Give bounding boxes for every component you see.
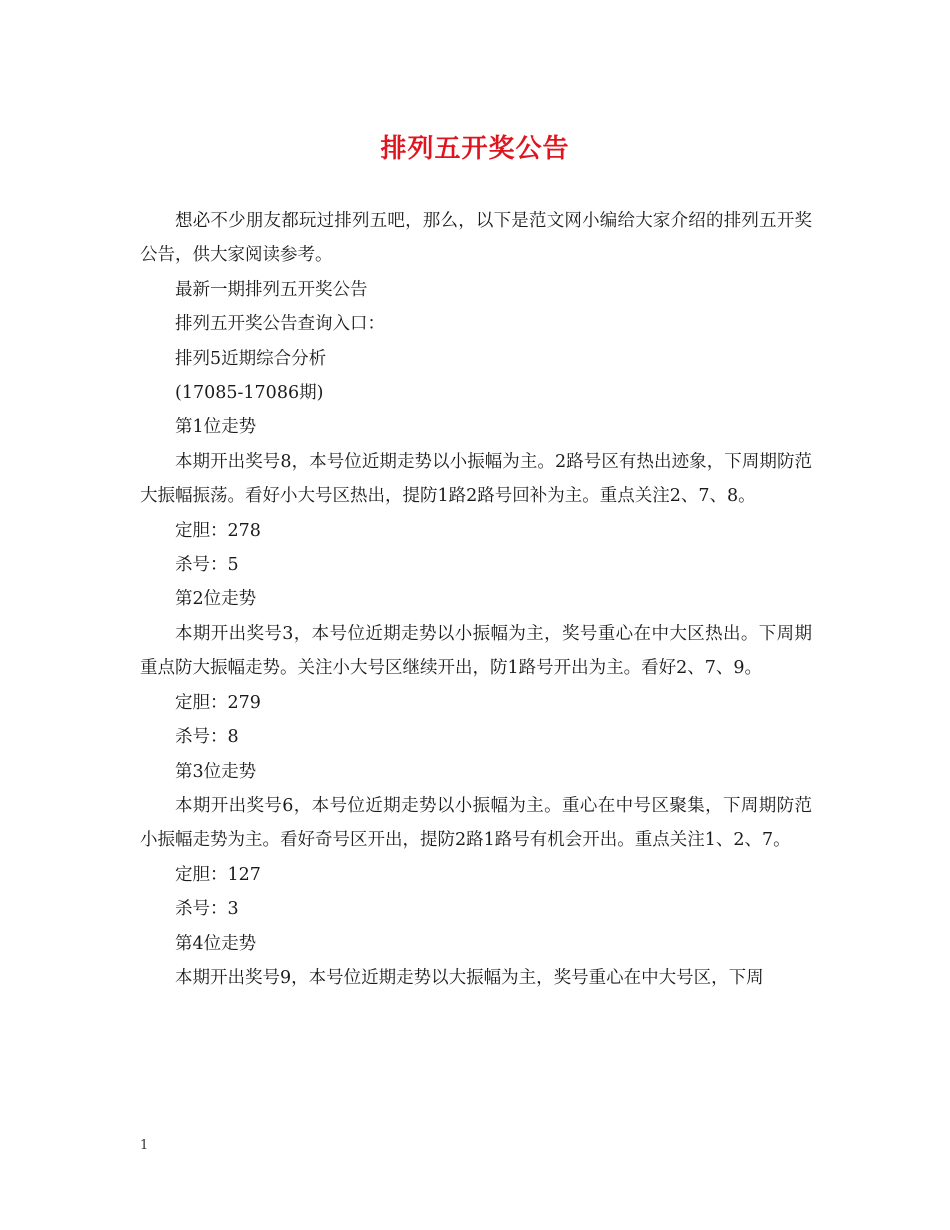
paragraph: 本期开出奖号6，本号位近期走势以小振幅为主。重心在中号区聚集，下周期防范小振幅走势为主。看好奇号区开出，提防2路1路号有机会开出。重点关注1、2、7。	[140, 795, 812, 851]
paragraph: (17085-17086期)	[175, 383, 324, 404]
paragraph: 定胆：279	[175, 692, 261, 713]
paragraph: 杀号：3	[175, 899, 239, 920]
paragraph: 第1位走势	[175, 417, 257, 438]
page-number: 1	[140, 1138, 149, 1153]
paragraph: 第4位走势	[175, 933, 257, 954]
paragraph: 定胆：127	[175, 864, 261, 885]
paragraph: 本期开出奖号3，本号位近期走势以小振幅为主，奖号重心在中大区热出。下周期重点防大振幅走势。关注小大号区继续开出，防1路号开出为主。看好2、7、9。	[140, 623, 812, 679]
paragraph: 定胆：278	[175, 520, 261, 541]
paragraph: 本期开出奖号9，本号位近期走势以大振幅为主，奖号重心在中大号区，下周	[175, 967, 764, 988]
paragraph: 第3位走势	[175, 761, 257, 782]
paragraph: 排列五开奖公告查询入口：	[175, 314, 385, 335]
paragraph: 本期开出奖号8，本号位近期走势以小振幅为主。2路号区有热出迹象，下周期防范大振幅振荡。看好小大号区热出，提防1路2路号回补为主。重点关注2、7、8。	[140, 451, 812, 507]
paragraph: 第2位走势	[175, 589, 257, 610]
document-title: 排列五开奖公告	[380, 134, 570, 164]
document-body	[140, 204, 812, 995]
paragraph: 想必不少朋友都玩过排列五吧，那么，以下是范文网小编给大家介绍的排列五开奖公告，供大家阅读参考。	[140, 211, 812, 266]
paragraph: 最新一期排列五开奖公告	[175, 279, 368, 300]
paragraph: 排列5近期综合分析	[175, 348, 327, 369]
paragraph: 杀号：8	[175, 727, 239, 748]
paragraph: 杀号：5	[175, 555, 239, 576]
